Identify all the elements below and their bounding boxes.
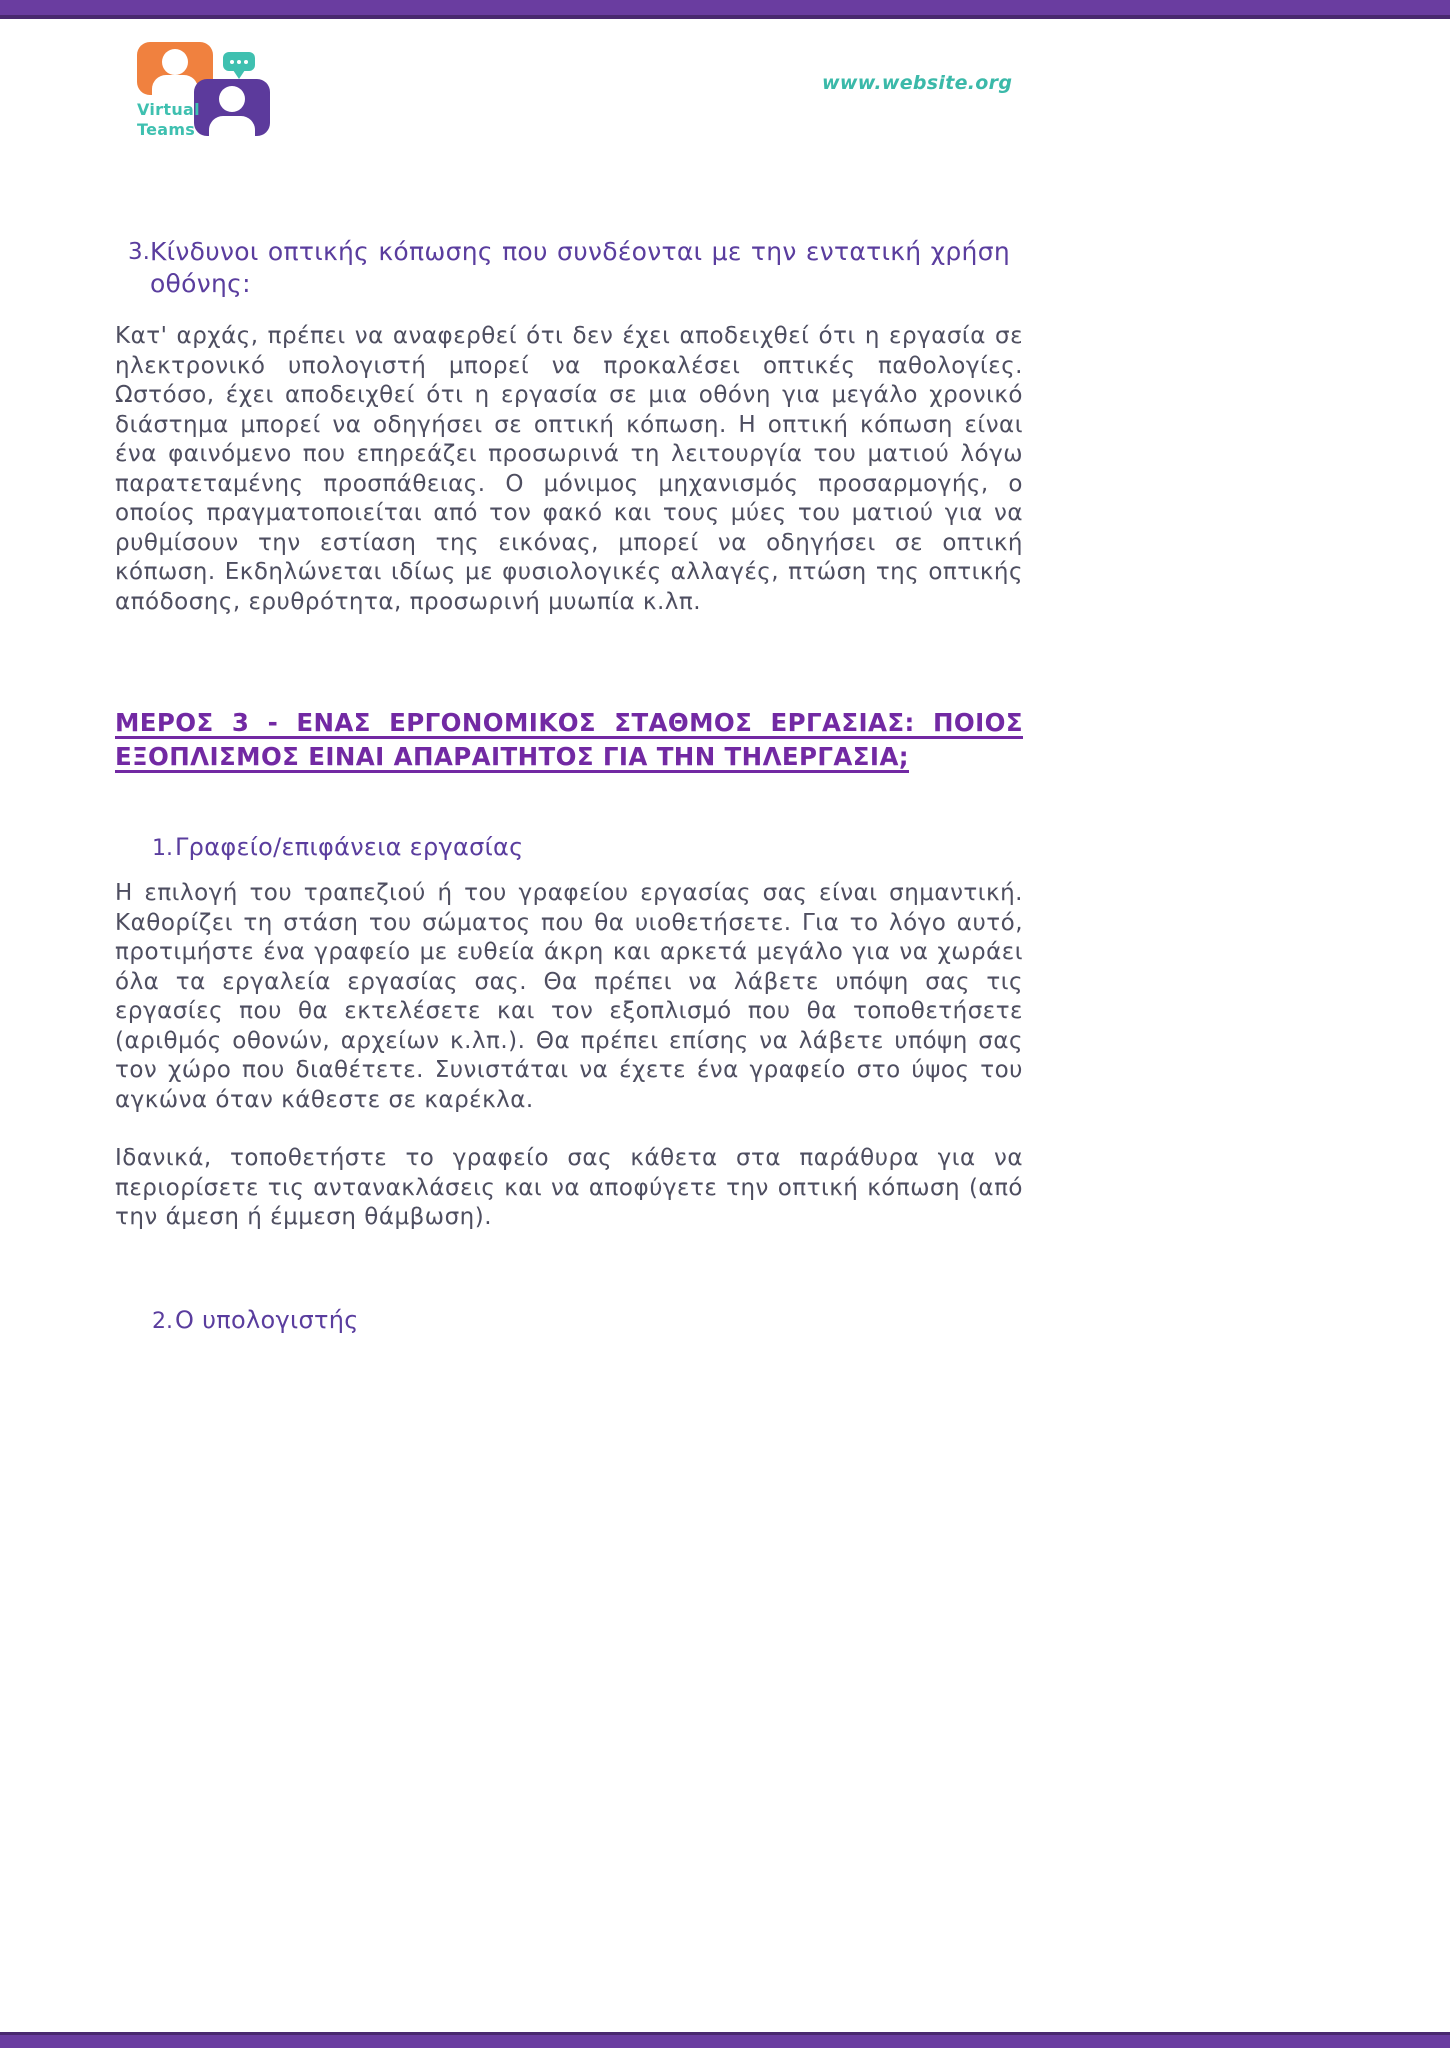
list-heading-3 xyxy=(115,236,1010,300)
section-2-title: Ο υπολογιστής xyxy=(175,1306,359,1334)
section-1-paragraph-2: Ιδανικά, τοποθετήστε το γραφείο σας κάθετα στα παράθυρα για να περιορίσετε τις αντανακλάσεις και να αποφύγετε την οπτική κόπωση (από την άμεση ή έμμεση θάμβωση). xyxy=(115,1145,1023,1230)
header-accent-bar xyxy=(0,0,1450,19)
section-1-number: 1. xyxy=(152,836,173,861)
section-2-heading xyxy=(115,1306,1060,1334)
chat-bubble-icon xyxy=(223,52,255,71)
virtual-teams-logo xyxy=(137,42,287,142)
section-2-number: 2. xyxy=(152,1309,173,1334)
part3-heading: ΜΕΡΟΣ 3 - ΕΝΑΣ ΕΡΓΟΝΟΜΙΚΟΣ ΣΤΑΘΜΟΣ ΕΡΓΑΣΙΑΣ: ΠΟΙΟΣ ΕΞΟΠΛΙΣΜΟΣ ΕΙΝΑΙ ΑΠΑΡΑΙΤΗΤΟΣ ΓΙΑ ΤΗΝ ΤΗΛΕΡΓΑΣΙΑ; xyxy=(115,708,1023,771)
footer-accent-bar xyxy=(0,2032,1450,2048)
section-1-title: Γραφείο/επιφάνεια εργασίας xyxy=(175,833,524,861)
list-heading-3-number: 3. xyxy=(128,239,150,265)
intro-paragraph: Κατ' αρχάς, πρέπει να αναφερθεί ότι δεν έχει αποδειχθεί ότι η εργασία σε ηλεκτρονικό υπολογιστή μπορεί να προκαλέσει οπτικές παθολογίες. Ωστόσο, έχει αποδειχθεί ότι η εργασία σε μια οθόνη για μεγάλο χρονικό διάστημα μπορεί να οδηγήσει σε οπτική κόπωση. Η οπτική κόπωση είναι ένα φαινόμενο που επηρεάζει προσωρινά τη λειτουργία του ματιού λόγω παρατεταμένης προσπάθειας. Ο μόνιμος μηχανισμός προσαρμογής, ο οποίος πραγματοποιείται από τον φακό και τους μύες του ματιού για να ρυθμίσουν την εστίαση της εικόνας, μπορεί να οδηγήσει σε οπτική κόπωση. Εκδηλώνεται ιδίως με φυσιολογικές αλλαγές, πτώση της οπτικής απόδοσης, ερυθρότητα, προσωρινή μυωπία κ.λπ. xyxy=(115,323,1023,615)
list-heading-3-text: Κίνδυνοι οπτικής κόπωσης που συνδέονται με την εντατική χρήση οθόνης: xyxy=(149,237,1010,298)
logo-text-virtual: Virtual xyxy=(137,100,200,119)
person-icon-body xyxy=(152,75,198,95)
section-1-heading xyxy=(115,833,1060,861)
person-icon xyxy=(162,49,188,75)
chat-bubble-tail xyxy=(233,70,245,79)
logo-text-teams: Teams xyxy=(137,120,196,139)
person-icon-body xyxy=(209,116,255,136)
logo-purple-card xyxy=(194,79,270,136)
section-1-paragraph-1: Η επιλογή του τραπεζιού ή του γραφείου εργασίας σας είναι σημαντική. Καθορίζει τη στάση του σώματος που θα υιοθετήσετε. Για το λόγο αυτό, προτιμήστε ένα γραφείο με ευθεία άκρη και αρκετά μεγάλο για να χωράει όλα τα εργαλεία εργασίας σας. Θα πρέπει να λάβετε υπόψη σας τις εργασίες που θα εκτελέσετε και τον εξοπλισμό που θα τοποθετήσετε (αριθμός οθονών, αρχείων κ.λπ.). Θα πρέπει επίσης να λάβετε υπόψη σας τον χώρο που διαθέτετε. Συνιστάται να έχετε ένα γραφείο στο ύψος του αγκώνα όταν κάθεστε σε καρέκλα. xyxy=(115,880,1023,1113)
website-url-link[interactable]: www.website.org xyxy=(822,72,1013,94)
person-icon xyxy=(219,86,245,112)
